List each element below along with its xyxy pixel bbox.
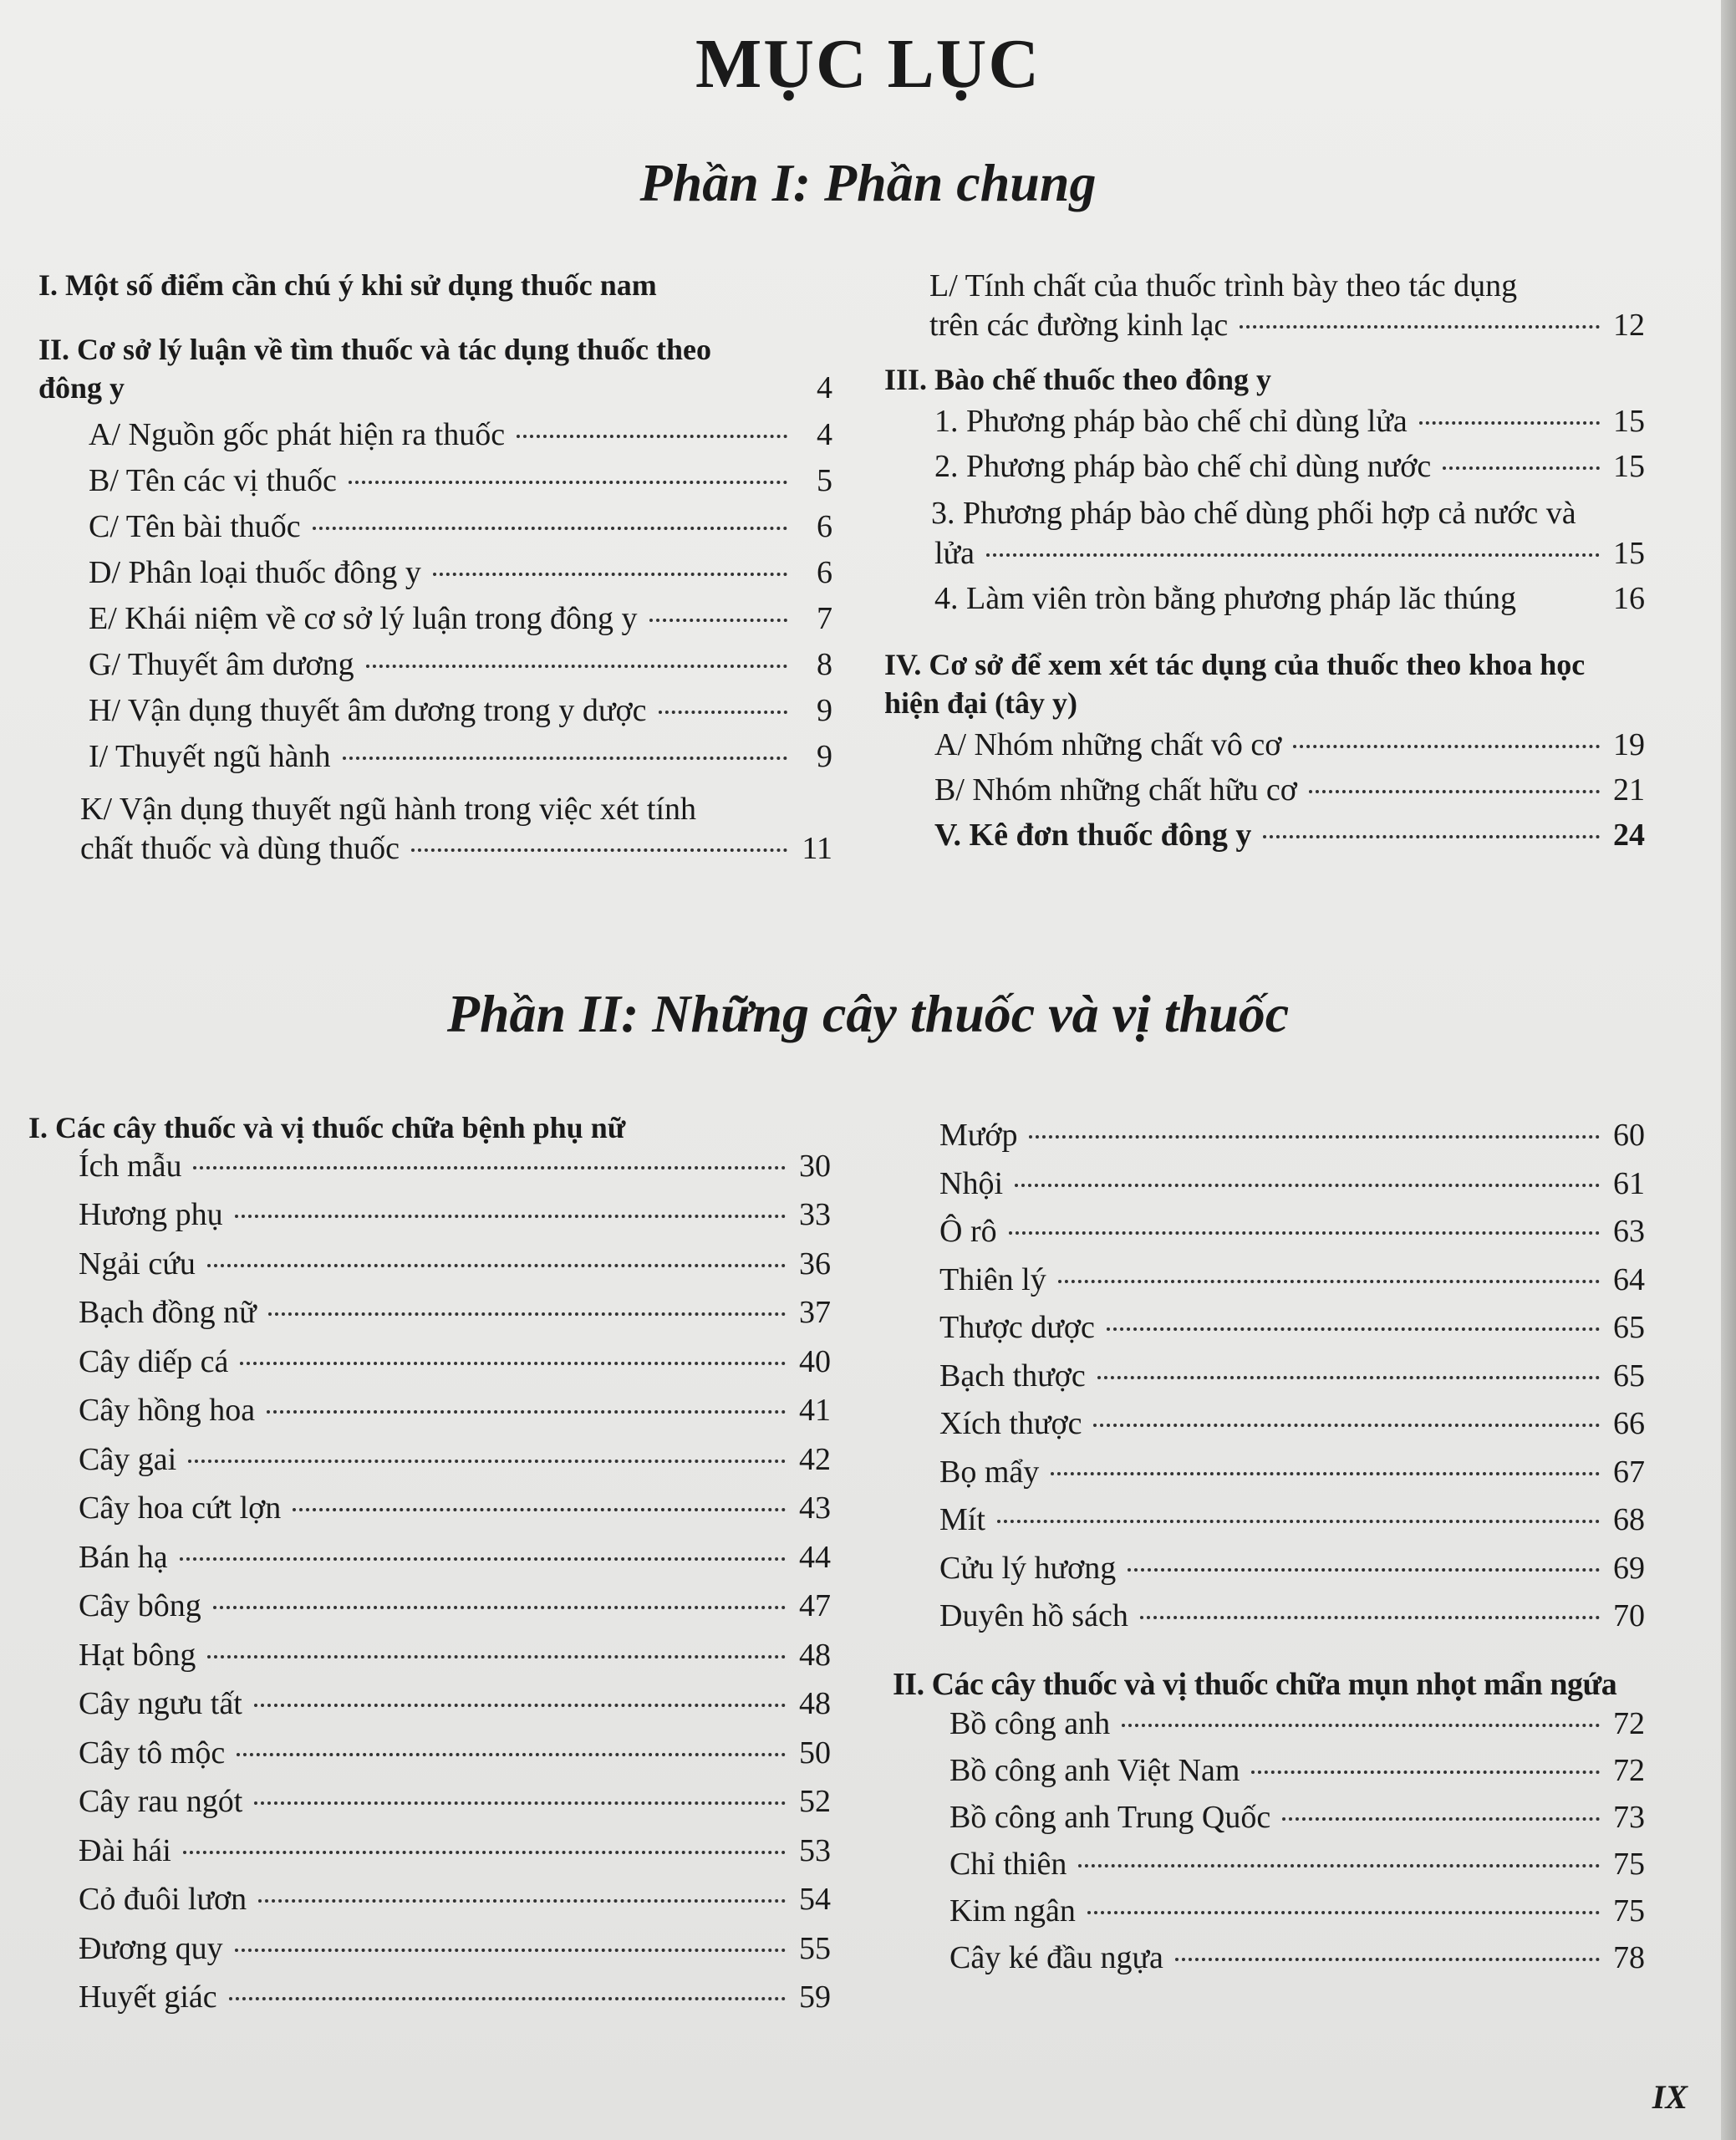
- leader-dots: [207, 1264, 786, 1267]
- toc-entry-page: 48: [799, 1637, 831, 1673]
- leader-dots: [1309, 790, 1600, 793]
- toc-entry-label: Thiên lý: [939, 1261, 1046, 1297]
- toc-entry-page: 47: [799, 1588, 831, 1624]
- toc-entry[interactable]: [939, 1597, 1645, 1646]
- leader-dots: [659, 711, 788, 714]
- toc-entry[interactable]: [79, 1881, 831, 1930]
- toc-entry[interactable]: [934, 448, 1645, 493]
- toc-entry-label: Cây ké đầu ngựa: [949, 1939, 1163, 1975]
- toc-entry-page: 7: [817, 600, 832, 636]
- toc-entry-page: 9: [817, 738, 832, 774]
- toc-entry-label: Kim ngân: [949, 1893, 1076, 1929]
- toc-entry[interactable]: [79, 1637, 831, 1686]
- section-heading: I. Một số điểm cần chú ý khi sử dụng thuốc nam: [38, 268, 657, 302]
- toc-entry-page: 48: [799, 1686, 831, 1722]
- toc-entry-page: 61: [1613, 1165, 1645, 1201]
- toc-entry-page: 72: [1613, 1752, 1645, 1788]
- toc-entry-page: 68: [1613, 1502, 1645, 1537]
- toc-entry[interactable]: [934, 403, 1645, 448]
- toc-entry-label: H/ Vận dụng thuyết âm dương trong y dược: [89, 692, 647, 728]
- toc-entry-label: 1. Phương pháp bào chế chỉ dùng lửa: [934, 404, 1408, 440]
- toc-entry-page: 52: [799, 1784, 831, 1820]
- toc-entry-page: 50: [799, 1735, 831, 1771]
- toc-entry-page: 5: [817, 462, 832, 498]
- toc-entry[interactable]: [79, 1587, 831, 1637]
- toc-entry-page: 60: [1613, 1118, 1645, 1153]
- toc-entry[interactable]: [939, 1405, 1645, 1454]
- toc-entry-label: C/ Tên bài thuốc: [89, 508, 301, 544]
- toc-entry-label: G/ Thuyết âm dương: [89, 646, 354, 682]
- toc-entry-page: 15: [1613, 535, 1645, 571]
- toc-entry-label: Hương phụ: [79, 1197, 223, 1233]
- toc-entry-page: 4: [817, 416, 832, 452]
- leader-dots: [213, 1606, 786, 1609]
- part-2-title: Phần II: Những cây thuốc và vị thuốc: [446, 984, 1290, 1043]
- leader-dots: [293, 1508, 786, 1511]
- toc-entry-label: Thược dược: [939, 1310, 1095, 1345]
- leader-dots: [235, 1949, 786, 1952]
- leader-dots: [517, 435, 787, 438]
- toc-entry[interactable]: [884, 535, 1645, 580]
- toc-entry-label: B/ Nhóm những chất hữu cơ: [934, 772, 1297, 808]
- toc-entry-label: Xích thược: [939, 1406, 1082, 1441]
- toc-entry-label: Bồ công anh: [949, 1705, 1111, 1741]
- toc-entry-page: 15: [1613, 449, 1645, 485]
- toc-entry-page: 64: [1613, 1261, 1645, 1297]
- toc-entry[interactable]: [884, 307, 1645, 355]
- toc-list: [893, 1705, 1645, 1986]
- leader-dots: [1240, 325, 1600, 329]
- leader-dots: [1029, 1135, 1600, 1139]
- toc-entry-page: 15: [1613, 404, 1645, 440]
- toc-list: [38, 416, 832, 784]
- leader-dots: [268, 1312, 786, 1316]
- toc-entry[interactable]: [79, 1979, 831, 2028]
- leader-dots: [183, 1851, 786, 1854]
- leader-dots: [349, 481, 787, 484]
- toc-entry-label: D/ Phân loại thuốc đông y: [89, 554, 421, 590]
- toc-entry-label: Cây bông: [79, 1588, 201, 1624]
- leader-dots: [240, 1362, 786, 1365]
- toc-entry-page: 6: [817, 508, 832, 544]
- toc-entry-line: L/ Tính chất của thuốc trình bày theo tác dụng: [929, 268, 1518, 303]
- toc-entry-page: 37: [799, 1295, 831, 1331]
- toc-entry-page: 16: [1613, 580, 1645, 616]
- toc-entry[interactable]: [79, 1539, 831, 1588]
- toc-entry-label: Cây rau ngót: [79, 1784, 243, 1820]
- toc-entry[interactable]: [949, 1939, 1645, 1986]
- leader-dots: [411, 848, 787, 852]
- toc-entry-label: 4. Làm viên tròn bằng phương pháp lăc thúng: [934, 580, 1517, 616]
- leader-dots: [1282, 1817, 1600, 1821]
- leader-dots: [313, 527, 787, 530]
- toc-entry-page: 65: [1613, 1310, 1645, 1345]
- section-heading: II. Các cây thuốc và vị thuốc chữa mụn nhọt mẩn ngứa: [893, 1666, 1617, 1702]
- toc-entry-label: A/ Nhóm những chất vô cơ: [934, 727, 1282, 763]
- page-number: IX: [1652, 2078, 1688, 2116]
- toc-entry-page: 59: [799, 1980, 831, 2015]
- leader-dots: [254, 1704, 786, 1707]
- part-2-right-column: [893, 1117, 1645, 1986]
- toc-entry-page: 19: [1613, 727, 1645, 763]
- toc-entry[interactable]: [89, 646, 832, 692]
- part-2-left-column: [28, 1108, 831, 2028]
- toc-entry-label: Bọ mẩy: [939, 1454, 1040, 1490]
- toc-entry-label: Ích mẫu: [79, 1148, 182, 1184]
- leader-dots: [188, 1460, 786, 1463]
- toc-entry[interactable]: [939, 1309, 1645, 1358]
- leader-dots: [235, 1215, 786, 1218]
- toc-entry[interactable]: [89, 508, 832, 554]
- toc-entry-label: I/ Thuyết ngũ hành: [89, 738, 331, 774]
- toc-entry[interactable]: [939, 1213, 1645, 1261]
- leader-dots: [237, 1753, 786, 1756]
- leader-dots: [1058, 1280, 1600, 1283]
- leader-dots: [1009, 1231, 1600, 1235]
- leader-dots: [1078, 1864, 1600, 1867]
- leader-dots: [1251, 1771, 1600, 1774]
- toc-entry-page: 4: [817, 369, 832, 405]
- leader-dots: [433, 573, 787, 576]
- toc-entry-label: chất thuốc và dùng thuốc: [80, 830, 400, 866]
- leader-dots: [1140, 1616, 1600, 1619]
- leader-dots: [258, 1899, 786, 1903]
- toc-entry[interactable]: [79, 1196, 831, 1246]
- toc-entry-label: Cây diếp cá: [79, 1343, 229, 1379]
- toc-entry[interactable]: [79, 1490, 831, 1539]
- toc-entry[interactable]: [939, 1501, 1645, 1550]
- toc-entry-label: trên các đường kinh lạc: [929, 308, 1229, 344]
- toc-entry-page: 53: [799, 1832, 831, 1868]
- leader-dots: [649, 619, 787, 622]
- toc-entry-page: 8: [817, 646, 832, 682]
- toc-entry[interactable]: [79, 1343, 831, 1393]
- toc-entry-label: Nhội: [939, 1165, 1003, 1201]
- toc-entry[interactable]: [939, 1117, 1645, 1165]
- toc-entry[interactable]: [89, 738, 832, 784]
- toc-entry-label: Mít: [939, 1502, 985, 1537]
- toc-entry[interactable]: [934, 726, 1645, 772]
- toc-entry-page: 65: [1613, 1358, 1645, 1394]
- leader-dots: [1093, 1424, 1600, 1427]
- section-heading: II. Cơ sở lý luận về tìm thuốc và tác dụng thuốc theo: [38, 332, 711, 366]
- toc-entry[interactable]: [884, 580, 1645, 627]
- toc-entry[interactable]: [79, 1148, 831, 1197]
- toc-entry-label: Cửu lý hương: [939, 1550, 1117, 1586]
- toc-entry-label: Cây ngưu tất: [79, 1686, 242, 1722]
- toc-entry[interactable]: [949, 1846, 1645, 1893]
- toc-entry[interactable]: [939, 1550, 1645, 1598]
- toc-entry-label: Bạch đồng nữ: [79, 1295, 257, 1331]
- toc-entry[interactable]: [79, 1392, 831, 1441]
- toc-entry[interactable]: [949, 1752, 1645, 1799]
- toc-list: [884, 403, 1645, 493]
- toc-entry[interactable]: [89, 462, 832, 508]
- leader-dots: [1097, 1376, 1600, 1379]
- toc-entry[interactable]: [949, 1799, 1645, 1846]
- toc-entry-page: 55: [799, 1930, 831, 1966]
- toc-entry-page: 43: [799, 1490, 831, 1526]
- toc-entry-page: 54: [799, 1882, 831, 1918]
- toc-entry-page: 33: [799, 1197, 831, 1233]
- toc-entry-label: Bồ công anh Trung Quốc: [949, 1799, 1271, 1835]
- toc-entry[interactable]: [79, 1441, 831, 1490]
- toc-entry-page: 11: [802, 830, 832, 866]
- toc-entry-page: 41: [799, 1393, 831, 1429]
- toc-entry-page: 69: [1613, 1550, 1645, 1586]
- toc-entry-page: 75: [1613, 1846, 1645, 1882]
- toc-entry[interactable]: [949, 1705, 1645, 1752]
- toc-entry-page: 44: [799, 1539, 831, 1575]
- leader-dots: [1051, 1472, 1600, 1475]
- toc-entry-label: Huyết giác: [79, 1980, 217, 2015]
- toc-entry-line: K/ Vận dụng thuyết ngũ hành trong việc xét tính: [80, 791, 697, 827]
- toc-entry-line: 3. Phương pháp bào chế dùng phối hợp cả nước và: [931, 496, 1576, 532]
- leader-dots: [1263, 835, 1600, 838]
- toc-entry[interactable]: [949, 1893, 1645, 1939]
- leader-dots: [1015, 1184, 1600, 1187]
- toc-entry-page: 73: [1613, 1799, 1645, 1835]
- toc-entry[interactable]: [79, 1735, 831, 1784]
- leader-dots: [997, 1520, 1600, 1523]
- toc-entry-page: 40: [799, 1343, 831, 1379]
- section-heading: III. Bào chế thuốc theo đông y: [884, 363, 1272, 397]
- toc-entry-page: 21: [1613, 772, 1645, 808]
- leader-dots: [229, 1997, 786, 2000]
- toc-entry-page: 66: [1613, 1406, 1645, 1441]
- toc-entry-label: Cây gai: [79, 1441, 177, 1477]
- toc-entry[interactable]: [939, 1261, 1645, 1310]
- toc-entry-label: Duyên hồ sách: [939, 1598, 1128, 1633]
- leader-dots: [1175, 1958, 1600, 1961]
- toc-entry-page: 36: [799, 1246, 831, 1281]
- leader-dots: [343, 757, 787, 760]
- leader-dots: [207, 1655, 786, 1658]
- toc-entry-page: 12: [1613, 308, 1645, 344]
- toc-entry[interactable]: [89, 692, 832, 738]
- toc-entry-page: 6: [817, 554, 832, 590]
- toc-entry-label: Cây hồng hoa: [79, 1393, 256, 1429]
- toc-entry-label: lửa: [934, 535, 975, 571]
- leader-dots: [1419, 421, 1600, 425]
- toc-entry-label: Ô rô: [939, 1214, 997, 1249]
- toc-entry[interactable]: [79, 1783, 831, 1832]
- toc-entry-label: B/ Tên các vị thuốc: [89, 462, 337, 498]
- leader-dots: [1293, 745, 1600, 748]
- part-1-title: Phần I: Phần chung: [639, 153, 1097, 212]
- section-heading: IV. Cơ sở để xem xét tác dụng của thuốc theo khoa học: [884, 647, 1586, 681]
- leader-dots: [1107, 1327, 1600, 1331]
- toc-entry[interactable]: [79, 1246, 831, 1295]
- toc-entry-label: Cây hoa cứt lợn: [79, 1490, 282, 1526]
- page-title: MỤC LỤC: [695, 25, 1041, 103]
- toc-entry-label: Bạch thược: [939, 1358, 1086, 1394]
- toc-entry[interactable]: [939, 1454, 1645, 1502]
- toc-entry-label: Cỏ đuôi lươn: [79, 1882, 247, 1918]
- leader-dots: [1122, 1724, 1600, 1727]
- toc-list: [884, 726, 1645, 817]
- leader-dots: [1087, 1911, 1600, 1914]
- toc-entry-page: 30: [799, 1148, 831, 1184]
- toc-entry-label: Ngải cứu: [79, 1246, 196, 1281]
- toc-entry[interactable]: [884, 817, 1645, 864]
- leader-dots: [986, 553, 1600, 557]
- toc-entry[interactable]: [79, 1832, 831, 1882]
- leader-dots: [193, 1166, 786, 1169]
- toc-list: [28, 1148, 831, 2028]
- toc-entry[interactable]: [79, 1294, 831, 1343]
- toc-entry-label: Mướp: [939, 1118, 1018, 1153]
- toc-entry-label: đông y: [38, 370, 125, 405]
- toc-entry[interactable]: [79, 1930, 831, 1980]
- toc-entry-label: Đương quy: [79, 1930, 223, 1966]
- toc-entry-label: Đài hái: [79, 1832, 171, 1868]
- toc-entry-label: Chỉ thiên: [949, 1846, 1067, 1882]
- toc-entry[interactable]: [939, 1165, 1645, 1214]
- toc-entry[interactable]: [38, 369, 832, 416]
- leader-dots: [1128, 1568, 1600, 1572]
- toc-entry[interactable]: [79, 1685, 831, 1735]
- toc-entry-label: Hạt bông: [79, 1637, 196, 1673]
- toc-entry-page: 78: [1613, 1939, 1645, 1975]
- toc-entry-page: 42: [799, 1441, 831, 1477]
- toc-entry[interactable]: [89, 554, 832, 600]
- toc-entry[interactable]: [934, 772, 1645, 817]
- toc-entry-label: Cây tô mộc: [79, 1735, 226, 1771]
- part-1-right-column: [884, 266, 1645, 864]
- part-1-left-column: [38, 266, 832, 875]
- section-heading: I. Các cây thuốc và vị thuốc chữa bệnh phụ nữ: [28, 1111, 626, 1144]
- toc-entry-page: 24: [1613, 818, 1645, 853]
- leader-dots: [1443, 466, 1600, 470]
- toc-entry-page: 9: [817, 692, 832, 728]
- toc-entry-page: 70: [1613, 1598, 1645, 1633]
- toc-list: [893, 1117, 1645, 1646]
- toc-entry-label: Bồ công anh Việt Nam: [949, 1752, 1240, 1788]
- toc-entry-label: E/ Khái niệm về cơ sở lý luận trong đông y: [89, 600, 638, 636]
- toc-entry-label: 2. Phương pháp bào chế chỉ dùng nước: [934, 449, 1432, 485]
- toc-entry-page: 72: [1613, 1705, 1645, 1741]
- toc-entry-page: 75: [1613, 1893, 1645, 1929]
- section-heading: hiện đại (tây y): [884, 686, 1078, 721]
- leader-dots: [180, 1557, 786, 1561]
- leader-dots: [366, 665, 787, 668]
- toc-entry-page: 67: [1613, 1454, 1645, 1490]
- page-edge: [1721, 0, 1736, 2140]
- toc-entry-label: A/ Nguồn gốc phát hiện ra thuốc: [89, 416, 506, 452]
- toc-entry-page: 63: [1613, 1214, 1645, 1249]
- leader-dots: [254, 1801, 786, 1805]
- toc-entry[interactable]: [939, 1358, 1645, 1406]
- toc-entry[interactable]: [89, 416, 832, 462]
- toc-entry[interactable]: [38, 830, 832, 875]
- leader-dots: [267, 1410, 786, 1414]
- toc-entry[interactable]: [89, 600, 832, 646]
- toc-entry-label: Bán hạ: [79, 1539, 168, 1575]
- toc-entry-label: V. Kê đơn thuốc đông y: [934, 818, 1252, 853]
